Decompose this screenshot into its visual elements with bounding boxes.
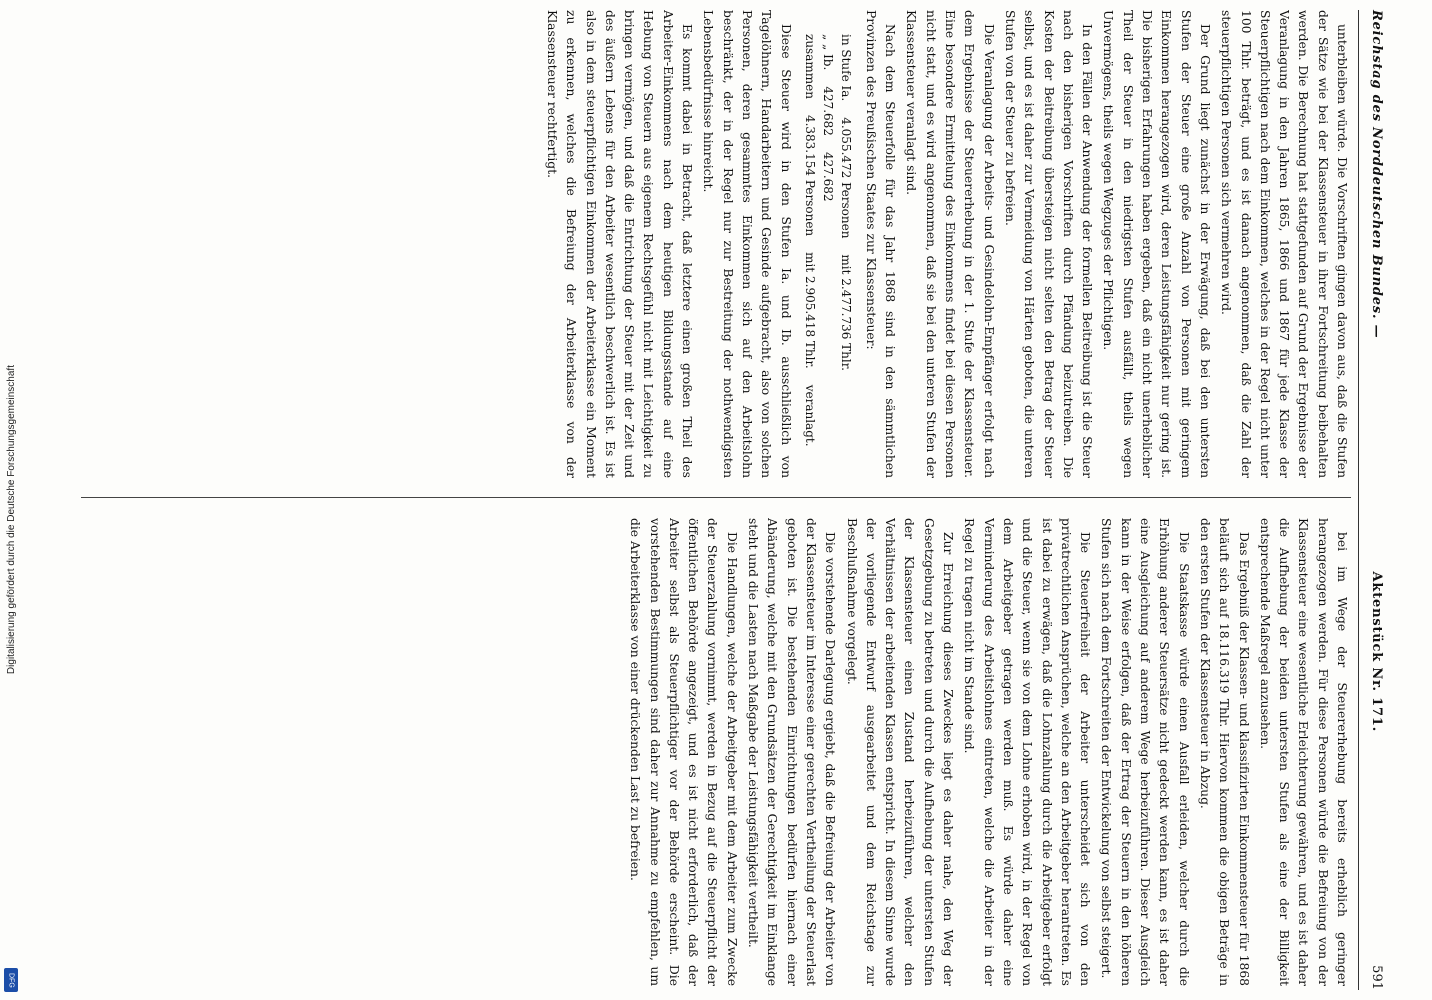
paragraph: Es kommt dabei in Betracht, daß letztere einen großen Theil des Arbeiter-Einkommens nach dem heutigen Bildungsstande auf eine Hebung von Steuern aus eigenem Rechtsgefühl nicht mit Leichtigkeit zu bringen vermögen, und daß die Entrichtung der Steuer mit der Zeit und des äußern Lebens für den Arbeiter wesentlich beschwerlich ist. Es ist also in dem steuerpflichtigen Einkommen der Arbeiterklasse ein Moment zu erkennen, welches die Befreiung der Arbeiterklasse von der Klassensteuer rechtfertigt. xyxy=(545,10,695,478)
paragraph: Die Handlungen, welche der Arbeitgeber mit dem Arbeiter zum Zwecke der Steuerzahlung vornimmt, werden in Bezug auf die Steuerpflicht der öffentlichen Behörde angezeigt, und es ist nicht erforderlich, daß der Arbeiter selbst als Steuerpflichtiger vor der Behörde erscheint. Die vorstehenden Bestimmungen sind daher zur Annahme zu empfehlen, um die Arbeiterklasse von einer drückenden Last zu befreien. xyxy=(628,518,739,986)
dfg-logo: DFG xyxy=(4,968,18,992)
table-row xyxy=(819,34,837,478)
table-cell-stufe: „ „ Ib. xyxy=(820,34,835,71)
table-cell-personen: 4.055.472 Personen xyxy=(838,117,853,239)
paragraph: Diese Steuer wird in den Stufen Ia. und Ib. ausschließlich von Tagelöhnern, Handarbeitern und Gesinde aufgebracht, also von solchen Personen, deren gesammtes Einkommen sich auf den Arbeitslohn beschränkt, der in der Regel nur zur Bestreitung der nothwendigsten Lebensbedürfnisse hinreicht. xyxy=(701,10,793,478)
table-cell-personen: 427.682 xyxy=(820,86,835,136)
table-cell-stufe: in Stufe Ia. xyxy=(838,34,853,102)
page-content xyxy=(55,10,1395,990)
table-cell-betrag: mit 2.477.736 Thlr. xyxy=(838,254,853,371)
page-number: 591 xyxy=(1369,965,1385,990)
paragraph: Nach dem Steuerfolle für das Jahr 1868 sind in den sämmtlichen Provinzen des Preußischen Staates zur Klassensteuer: xyxy=(863,10,898,478)
paragraph: unterbleiben würde. Die Vorschriften gingen davon aus, daß die Stufen der Sätze wie bei der Klassensteuer in ihrer Fortschreitung beibehalten werden. Die Berechnung hat stattgefunden auf Grund der Ergebnisse der Veranlagung in den Jahren 1865, 1866 und 1867 für jede Klasse der Steuerpflichtigen nach dem Einkommen, welches in der Regel nicht unter 100 Thlr. beträgt, und es ist danach angenommen, daß die Zahl der steuerpflichtigen Personen sich vermehren wird. xyxy=(1219,10,1349,478)
paragraph: Die Staatskasse würde einen Ausfall erleiden, welcher durch die Erhöhung anderer Steuersätze nicht gedeckt werden kann, es ist daher eine Ausgleichung auf anderem Wege herbeizuführen. Dieser Ausgleich kann in der Weise erfolgen, daß der Ertrag der Steuern in den höheren Stufen sich nach dem Fortschreiten der Entwickelung von selbst steigert. xyxy=(1099,518,1191,986)
credit-text: Digitalisierung gefördert durch die Deutsche Forschungsgemeinschaft xyxy=(5,365,17,675)
digitization-credit xyxy=(0,60,22,980)
paragraph: Der Grund liegt zunächst in der Erwägung, daß bei den untersten Stufen der Steuer eine große Anzahl von Personen mit geringem Einkommen herangezogen wird, deren Leistungsfähigkeit nur gering ist. Die bisherigen Erfahrungen haben ergeben, daß ein nicht unerheblicher Theil der Steuer in den niedrigsten Stufen ausfällt, theils wegen Unvermögens, theils wegen Wegzuges der Pflichtigen. xyxy=(1101,10,1212,478)
tax-table xyxy=(801,34,855,478)
paragraph: Die Steuerfreiheit der Arbeiter unterscheidet sich von den privatrechtlichen Ansprüchen, welche an den Arbeitgeber herantreten. Es ist dabei zu erwägen, daß die Lohnzahlung durch die Arbeitgeber erfolgt und die Steuer, wenn sie von dem Lohne erhoben wird, in der Regel von dem Arbeitgeber getragen werden muß. Es würde daher eine Verminderung des Arbeitslohnes eintreten, welche die Arbeiter in der Regel zu tragen nicht im Stande sind. xyxy=(962,518,1093,986)
header-title: Reichstag des Norddeutschen Bundes. — xyxy=(1369,10,1385,339)
table-cell-stufe: zusammen xyxy=(802,34,817,99)
table-row xyxy=(837,34,855,478)
table-cell-betrag: mit 2.905.418 Thlr. xyxy=(802,252,817,369)
column-left xyxy=(81,10,1351,478)
table-row xyxy=(801,34,819,478)
header-document-number: Aktenstück Nr. 171. xyxy=(1369,571,1385,733)
paragraph: Die Veranlagung der Arbeits- und Gesindelohn-Empfänger erfolgt nach dem Ergebnisse der Steuererhebung in der 1. Stufe der Klassensteuer. Eine besondere Ermittelung des Einkommens findet bei diesen Personen nicht statt, und es wird angenommen, daß sie bei den unteren Stufen der Klassensteuer veranlagt sind. xyxy=(904,10,996,478)
paragraph: In den Fällen der Anwendung der formellen Beitreibung ist die Steuer nach den bisherigen Vorschriften durch Pfändung beizutreiben. Die Kosten der Beitreibung übersteigen nicht selten den Betrag der Steuer selbst, und es ist daher zur Vermeidung von Härten geboten, die unteren Stufen von der Steuer zu befreien. xyxy=(1002,10,1095,478)
column-divider xyxy=(81,497,1351,498)
rotated-page-area xyxy=(55,10,1395,990)
table-cell-betrag: 427.682 xyxy=(820,151,835,202)
paragraph: Das Ergebniß der Klassen- und klassifizirten Einkommensteuer für 1868 beläuft sich auf 18.116.319 Thlr. Hiervon kommen die obigen Beträge in den ersten Stufen der Klassensteuer in Abzug. xyxy=(1197,518,1251,986)
running-header xyxy=(1358,10,1395,990)
paragraph: bei im Wege der Steuererhebung bereits erheblich geringer herangezogen werden. Für diese Personen würde die Befreiung von der Klassensteuer eine wesentliche Erleichterung gewähren, und es ist daher die Aufhebung der beiden untersten Stufen als eine der Billigkeit entsprechende Maßregel anzusehen. xyxy=(1257,518,1349,986)
column-right xyxy=(81,518,1351,986)
table-cell-note: veranlagt. xyxy=(802,384,817,447)
paragraph: Zur Erreichung dieses Zweckes liegt es daher nahe, den Weg der Gesetzgebung zu betreten und durch die Aufhebung der untersten Stufen der Klassensteuer einen Zustand herbeizuführen, welcher den Verhältnissen der arbeitenden Klassen entspricht. In diesem Sinne wurde der vorliegende Entwurf ausgearbeitet und dem Reichstage zur Beschlußnahme vorgelegt. xyxy=(844,518,956,986)
paragraph: Die vorstehende Darlegung ergiebt, daß die Befreiung der Arbeiter von der Klassensteuer im Interesse einer gerechten Vertheilung der Steuerlast geboten ist. Die bestehenden Einrichtungen bedürfen hiernach einer Abänderung, welche mit den Grundsätzen der Gerechtigkeit im Einklange steht und die Lasten nach Maßgabe der Leistungsfähigkeit vertheilt. xyxy=(746,518,838,986)
table-cell-personen: 4.383.154 Personen xyxy=(802,114,817,237)
